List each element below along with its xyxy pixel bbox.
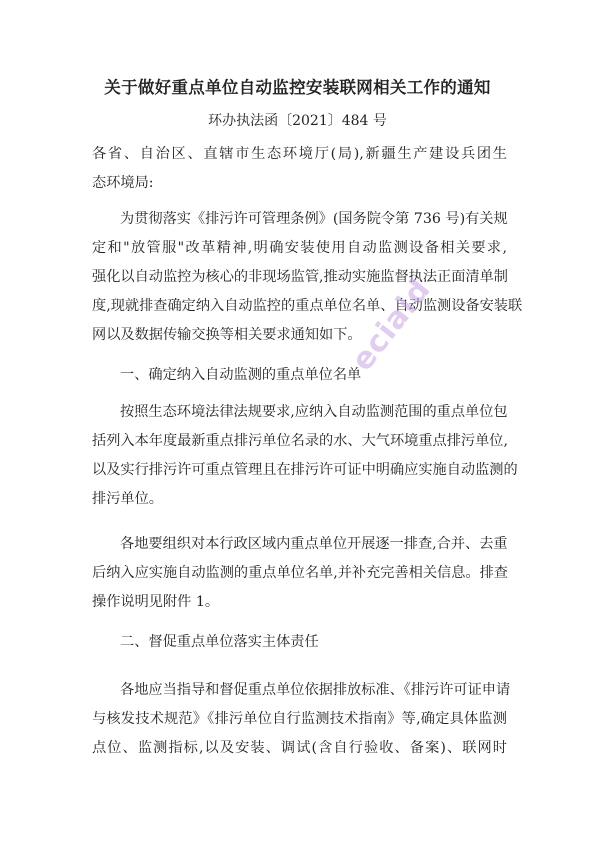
paragraph-line: 与核发技术规范》《排污单位自行监测技术指南》等,确定具体监测 [92,711,507,727]
section-heading-2: 二、督促重点单位落实主体责任 [120,634,319,650]
intro-line: 度,现就排查确定纳入自动监控的重点单位名单、自动监测设备安装联 [92,298,523,314]
paragraph-line: 点位、监测指标,以及安装、调试(含自行验收、备案)、联网时 [92,740,507,756]
intro-line: 为贯彻落实《排污许可管理条例》(国务院令第 736 号)有关规 [120,211,508,227]
section-heading-1: 一、确定纳入自动监测的重点单位名单 [120,367,362,383]
paragraph-line: 各地应当指导和督促重点单位依据排放标准、《排污许可证申请 [120,682,511,698]
intro-line: 强化以自动监控为核心的非现场监管,推动实施监督执法正面清单制 [92,269,508,285]
document-number: 环办执法函〔2021〕484 号 [208,113,387,129]
paragraph-line: 排污单位。 [92,491,163,507]
recipient-line: 态环境局: [92,175,154,191]
document-title: 关于做好重点单位自动监控安装联网相关工作的通知 [104,78,491,97]
paragraph-line: 后纳入应实施自动监测的重点单位名单,并补充完善相关信息。排查 [92,565,508,581]
paragraph-line: 以及实行排污许可重点管理且在排污许可证中明确应实施自动监测的 [92,462,518,478]
paragraph-line: 按照生态环境法律法规要求,应纳入自动监测范围的重点单位包 [120,404,508,420]
intro-line: 网以及数据传输交换等相关要求通知如下。 [92,327,362,343]
watermark: eciaid [345,272,439,378]
paragraph-line: 各地要组织对本行政区域内重点单位开展逐一排查,合并、去重 [120,536,508,552]
paragraph-line: 括列入本年度最新重点排污单位名录的水、大气环境重点排污单位, [92,433,508,449]
paragraph-line: 操作说明见附件 1。 [92,594,220,610]
intro-line: 定和"放管服"改革精神,明确安装使用自动监测设备相关要求, [92,240,507,256]
recipient-line: 各省、自治区、直辖市生态环境厅(局),新疆生产建设兵团生 [92,146,507,162]
